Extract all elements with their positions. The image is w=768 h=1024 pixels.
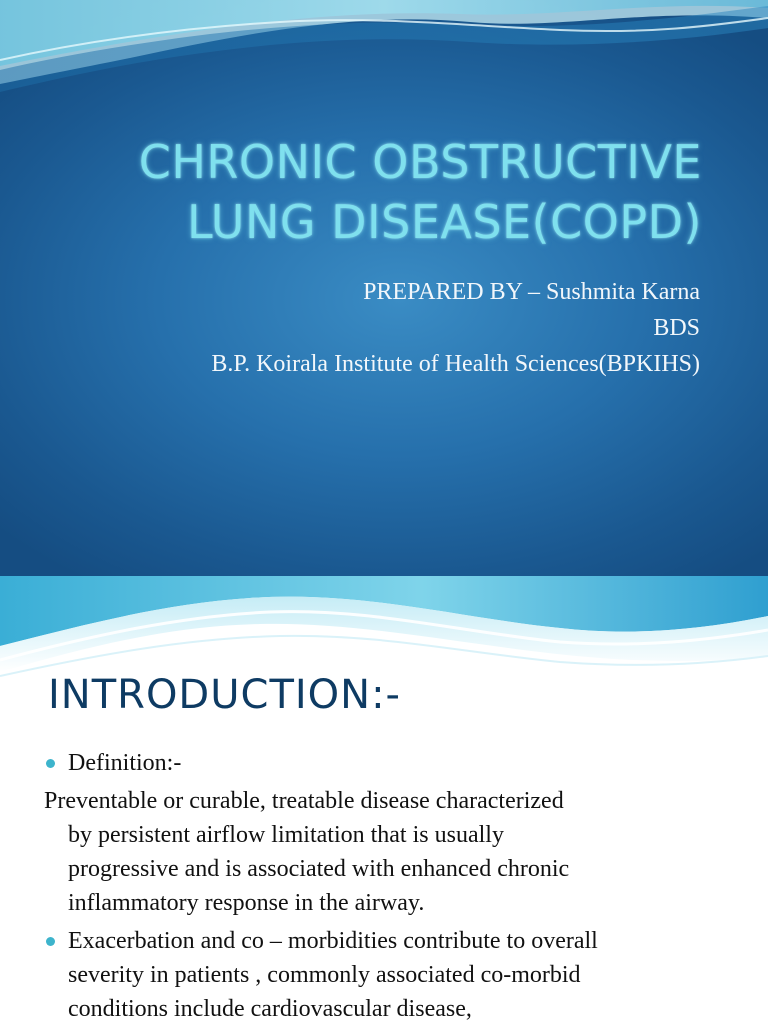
bullet-text: conditions include cardiovascular disease, [68, 996, 472, 1022]
institute-line: B.P. Koirala Institute of Health Sciences(BPKIHS) [211, 351, 700, 377]
paragraph-line: by persistent airflow limitation that is usually [68, 822, 504, 848]
bullet-text: Definition:- [68, 750, 182, 776]
title-line-1: CHRONIC OBSTRUCTIVE [138, 135, 702, 189]
title-line-2: LUNG DISEASE(COPD) [186, 195, 702, 249]
prepared-by-line: PREPARED BY – Sushmita Karna [363, 279, 700, 305]
bullet-definition [44, 746, 744, 780]
bullet-text: severity in patients , commonly associated co-morbid [68, 962, 581, 988]
introduction-slide [0, 576, 768, 1024]
bullet-exacerbation [44, 924, 744, 1024]
bullet-dot-icon [46, 759, 55, 768]
bullet-text: Exacerbation and co – morbidities contribute to overall [68, 928, 598, 954]
paragraph-line: progressive and is associated with enhanced chronic [68, 856, 570, 882]
degree-line: BDS [653, 315, 700, 341]
paragraph-line: inflammatory response in the airway. [68, 890, 425, 916]
slide-body [44, 746, 744, 1024]
definition-paragraph [44, 784, 744, 920]
slide-subtitle [40, 274, 768, 382]
slide-title [40, 132, 768, 252]
bullet-dot-icon [46, 937, 55, 946]
paragraph-line: Preventable or curable, treatable disease characterized [44, 788, 564, 814]
slide-heading: INTRODUCTION:- [48, 672, 401, 718]
